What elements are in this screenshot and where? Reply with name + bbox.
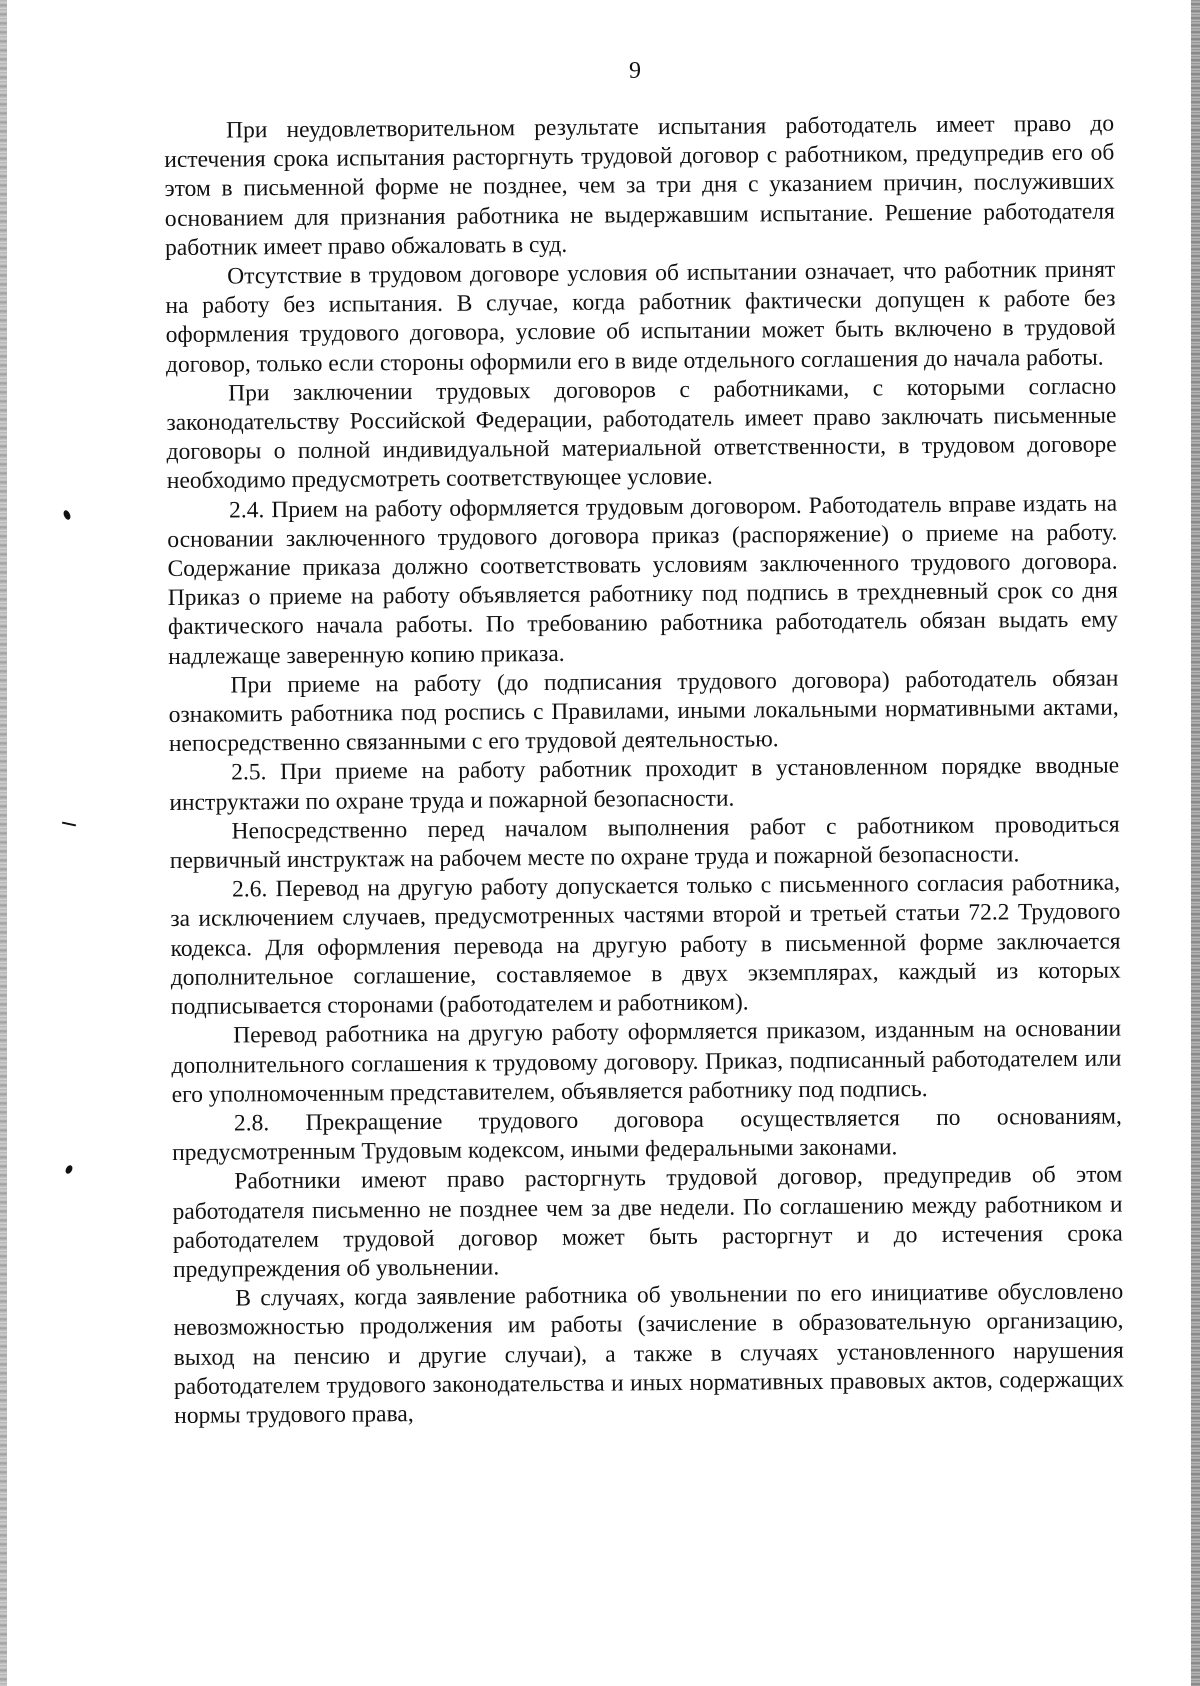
scan-speck-mark xyxy=(64,1164,74,1175)
scan-speck-mark xyxy=(62,509,72,521)
paragraph: 2.5. При приеме на работу работник проходит в установленном порядке вводные инструктажи по охране труда и пожарной безопасности. xyxy=(169,752,1120,816)
paragraph: Непосредственно перед началом выполнения работ с работником проводиться первичный инструктаж на рабочем месте по охране труда и пожарной безопасности. xyxy=(169,811,1120,875)
paragraph: Перевод работника на другую работу оформляется приказом, изданным на основании дополнительного соглашения к трудовому договору. Приказ, подписанный работодателем или его уполномоченным представителем, объявляется работнику под подпись. xyxy=(171,1015,1122,1108)
scan-left-edge xyxy=(0,0,7,1686)
paragraph: При приеме на работу (до подписания трудового договора) работодатель обязан ознакомить работника под роспись с Правилами, иными локальными нормативными актами, непосредственно связанными с его трудовой деятельностью. xyxy=(168,665,1119,758)
paragraph: 2.6. Перевод на другую работу допускается только с письменного согласия работника, за исключением случаев, предусмотренных частями второй и третьей статьи 72.2 Трудового кодекса. Для оформления перевода на другую работу в письменной форме заключается дополнительное соглашение, составляемое в двух экземплярах, каждый из которых подписывается сторонами (работодателем и работником). xyxy=(170,869,1121,1021)
scan-speck-mark xyxy=(62,822,76,827)
scan-right-edge xyxy=(1191,0,1200,1686)
paragraph: При неудовлетворительном результате испытания работодатель имеет право до истечения срока испытания расторгнуть трудовой договор с работником, предупредив его об этом в письменной форме не позднее, чем за три дня с указанием причин, послуживших основанием для признания работника не выдержавшим испытание. Решение работодателя работник имеет право обжаловать в суд. xyxy=(164,110,1115,261)
paragraph: При заключении трудовых договоров с работниками, с которыми согласно законодательству Российской Федерации, работодатель имеет право заключать письменные договоры о полной индивидуальной материальной ответственности, в трудовом договоре необходимо предусмотреть соответствующее условие. xyxy=(166,373,1117,495)
paragraph: Работники имеют право расторгнуть трудовой договор, предупредив об этом работодателя письменно не позднее чем за две недели. По соглашению между работником и работодателем трудовой договор может быть расторгнут и до истечения срока предупреждения об увольнении. xyxy=(172,1161,1123,1283)
paragraph: 2.4. Прием на работу оформляется трудовым договором. Работодатель вправе издать на основании заключенного трудового договора приказ (распоряжение) о приеме на работу. Содержание приказа должно соответствовать условиям заключенного трудового договора. Приказ о приеме на работу объявляется работнику под подпись в трехдневный срок со дня фактического начала работы. По требованию работника работодатель обязан выдать ему надлежаще заверенную копию приказа. xyxy=(167,490,1119,670)
document-body xyxy=(164,110,1124,1432)
paragraph: Отсутствие в трудовом договоре условия об испытании означает, что работник принят на работу без испытания. В случае, когда работник фактически допущен к работе без оформления трудового договора, условие об испытании может быть включено в трудовой договор, только если стороны оформили его в виде отдельного соглашения до начала работы. xyxy=(165,256,1116,378)
paragraph: В случаях, когда заявление работника об увольнении по его инициативе обусловлено невозможностью продолжения им работы (зачисление в образовательную организацию, выход на пенсию и другие случаи), а также в случаях установленного нарушения работодателем трудового законодательства и иных нормативных правовых актов, содержащих нормы трудового права, xyxy=(173,1278,1125,1429)
paragraph: 2.8. Прекращение трудового договора осуществляется по основаниям, предусмотренным Трудовым кодексом, иными федеральными законами. xyxy=(172,1103,1122,1167)
page-number: 9 xyxy=(629,58,641,84)
